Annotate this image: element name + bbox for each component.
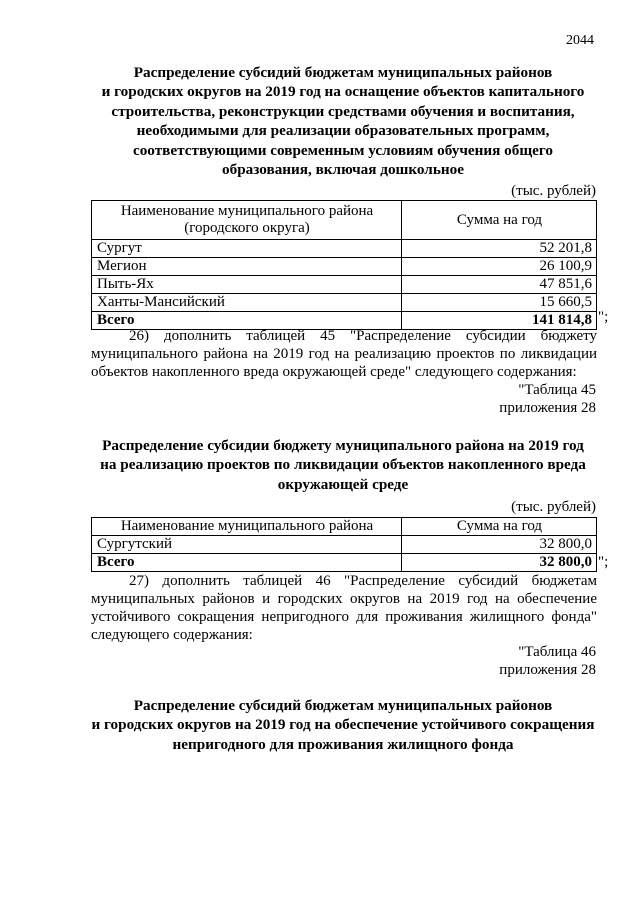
row-sum: 26 100,9 (402, 258, 597, 276)
title-line: на реализацию проектов по ликвидации объектов накопленного вреда (100, 456, 586, 474)
row-sum: 32 800,0 (402, 536, 597, 554)
paragraph-line: муниципальных районов и городских округов на 2019 год на обеспечение (91, 591, 597, 607)
row-sum: 47 851,6 (402, 276, 597, 294)
unit-label: (тыс. рублей) (511, 183, 596, 199)
title-line: Распределение субсидий бюджетам муниципальных районов (133, 64, 553, 81)
title-line: соответствующими современным условиям обучения общего (132, 141, 554, 159)
row-name: Мегион (92, 258, 402, 276)
title-line: Распределение субсидий бюджетам муниципальных районов (133, 697, 553, 714)
subsidy-table-1 (91, 200, 597, 330)
row-name: Ханты-Мансийский (92, 294, 402, 312)
title-line: образования, включая дошкольное (222, 161, 464, 179)
title-line: и городских округов на 2019 год на обеспечение устойчивого сокращения (91, 716, 595, 734)
column-header-name: Наименование муниципального района (92, 518, 402, 536)
paragraph-line: устойчивого сокращения непригодного для проживания жилищного фонда" (91, 609, 597, 625)
title-line: необходимыми для реализации образовательных программ, (136, 122, 550, 140)
paragraph-line: объектов накопленного вреда окружающей среде" следующего содержания: (91, 364, 577, 380)
table-row (92, 294, 597, 312)
subsidy-table-2 (91, 517, 597, 572)
table-total-row (92, 554, 597, 572)
paragraph-line: 27) дополнить таблицей 46 "Распределение субсидий бюджетам (129, 573, 597, 589)
row-sum: 15 660,5 (402, 294, 597, 312)
title-line: Распределение субсидии бюджету муниципального района на 2019 год (102, 437, 584, 454)
title-line: непригодного для проживания жилищного фонда (172, 735, 514, 753)
closing-quote: "; (598, 554, 609, 570)
table-ref-line: приложения 28 (499, 400, 596, 416)
table-ref-line: приложения 28 (499, 662, 596, 678)
closing-quote: "; (598, 309, 609, 325)
total-sum: 141 814,8 (402, 312, 597, 330)
table-header (92, 518, 597, 536)
table-reference-45 (440, 381, 596, 417)
column-header-name (92, 201, 402, 240)
row-name: Пыть-Ях (92, 276, 402, 294)
page-number: 2044 (566, 33, 594, 48)
paragraph-line: муниципального района на 2019 год на реализацию проектов по ликвидации (91, 346, 597, 362)
column-header-sum: Сумма на год (402, 201, 597, 240)
paragraph-26 (91, 327, 597, 381)
section2-title (90, 436, 596, 494)
table-row (92, 240, 597, 258)
row-name: Сургут (92, 240, 402, 258)
title-line: окружающей среде (277, 475, 409, 493)
total-label: Всего (92, 554, 402, 572)
table-ref-line: "Таблица 46 (518, 644, 596, 660)
header-line: (городского округа) (184, 220, 310, 236)
table-header (92, 201, 597, 240)
paragraph-line: 26) дополнить таблицей 45 "Распределение субсидии бюджету (129, 328, 597, 344)
table-reference-46 (440, 643, 596, 679)
section1-title (90, 63, 596, 179)
row-sum: 52 201,8 (402, 240, 597, 258)
total-label: Всего (92, 312, 402, 330)
row-name: Сургутский (92, 536, 402, 554)
table-ref-line: "Таблица 45 (518, 382, 596, 398)
unit-label: (тыс. рублей) (511, 499, 596, 515)
paragraph-27 (91, 572, 597, 644)
paragraph-line: следующего содержания: (91, 627, 253, 643)
title-line: и городских округов на 2019 год на оснащение объектов капитального (101, 83, 585, 101)
table-row (92, 258, 597, 276)
total-sum: 32 800,0 (402, 554, 597, 572)
section3-title (90, 696, 596, 754)
table-row (92, 276, 597, 294)
header-line: Наименование муниципального района (120, 203, 374, 219)
table-row (92, 536, 597, 554)
title-line: строительства, реконструкции средствами обучения и воспитания, (111, 102, 575, 120)
column-header-sum: Сумма на год (402, 518, 597, 536)
